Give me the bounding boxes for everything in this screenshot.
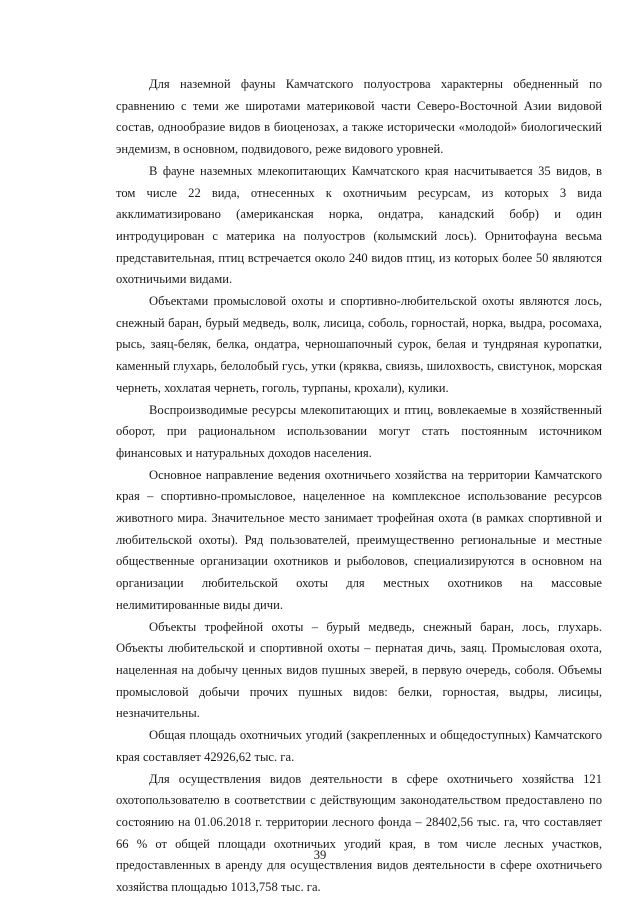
paragraph-resources: Воспроизводимые ресурсы млекопитающих и птиц, вовлекаемые в хозяйственный оборот, при рациональном использовании могут стать постоянным источником финансовых и натуральных доходов населения. (116, 402, 602, 460)
paragraph-trophy-hunting: Объекты трофейной охоты – бурый медведь, снежный баран, лось, глухарь. Объекты любительской и спортивной охоты – пернатая дичь, заяц. Промысловая охота, нацеленная на добычу ценных видов пушных зверей, в первую очередь, соболя. Объемы промысловой добычи прочих пушных видов: белки, горностая, выдры, лисицы, незначительны. (116, 619, 602, 721)
page-body (116, 74, 602, 899)
paragraph-hunting-objects: Объектами промысловой охоты и спортивно-любительской охоты являются лось, снежный баран, бурый медведь, волк, лисица, соболь, горностай, норка, выдра, росомаха, рысь, заяц-беляк, белка, ондатра, черношапочный сурок, белая и тундряная куропатки, каменный глухарь, белолобый гусь, утки (кряква, свиязь, шилохвость, свистунок, морская чернеть, хохлатая чернеть, гоголь, турпаны, крохали), кулики. (116, 294, 602, 395)
paragraph-mammals-birds: В фауне наземных млекопитающих Камчатского края насчитывается 35 видов, в том числе 22 вида, отнесенных к охотничьим ресурсам, из которых 3 вида акклиматизировано (американская норка, ондатра, канадский бобр) и один интродуцирован с материка на полуостров (колымский лось). Орнитофауна весьма представительная, птиц встречается около 240 видов птиц, из которых более 50 являются охотничьими видами. (116, 163, 602, 287)
paragraph-hunting-users: Для осуществления видов деятельности в сфере охотничьего хозяйства 121 охотопользователю в соответствии с действующим законодательством предоставлено по состоянию на 01.06.2018 г. территории лесного фонда – 28402,56 тыс. га, что составляет 66 % от общей площади охотничьих угодий края, в том числе лесных участков, предоставленных в аренду для осуществления видов деятельности в сфере охотничьего хозяйства площадью 1013,758 тыс. га. (116, 771, 602, 895)
page-number: 39 (313, 848, 327, 862)
paragraph-hunting-direction: Основное направление ведения охотничьего хозяйства на территории Камчатского края – спортивно-промысловое, нацеленное на комплексное использование ресурсов животного мира. Значительное место занимает трофейная охота (в рамках спортивной и любительской охоты). Ряд пользователей, преимущественно региональные и местные общественные организации охотников и рыболовов, специализируются в основном на организации любительской охоты для местных охотников на массовые нелимитированные виды дичи. (116, 467, 602, 612)
paragraph-fauna-overview: Для наземной фауны Камчатского полуострова характерны обедненный по сравнению с теми же широтами материковой части Северо-Восточной Азии видовой состав, однообразие видов в биоценозах, а также исторически «молодой» биологический эндемизм, в основном, подвидового, реже видового уровней. (116, 77, 602, 157)
paragraph-total-area: Общая площадь охотничьих угодий (закрепленных и общедоступных) Камчатского края составляет 42926,62 тыс. га. (116, 728, 602, 764)
